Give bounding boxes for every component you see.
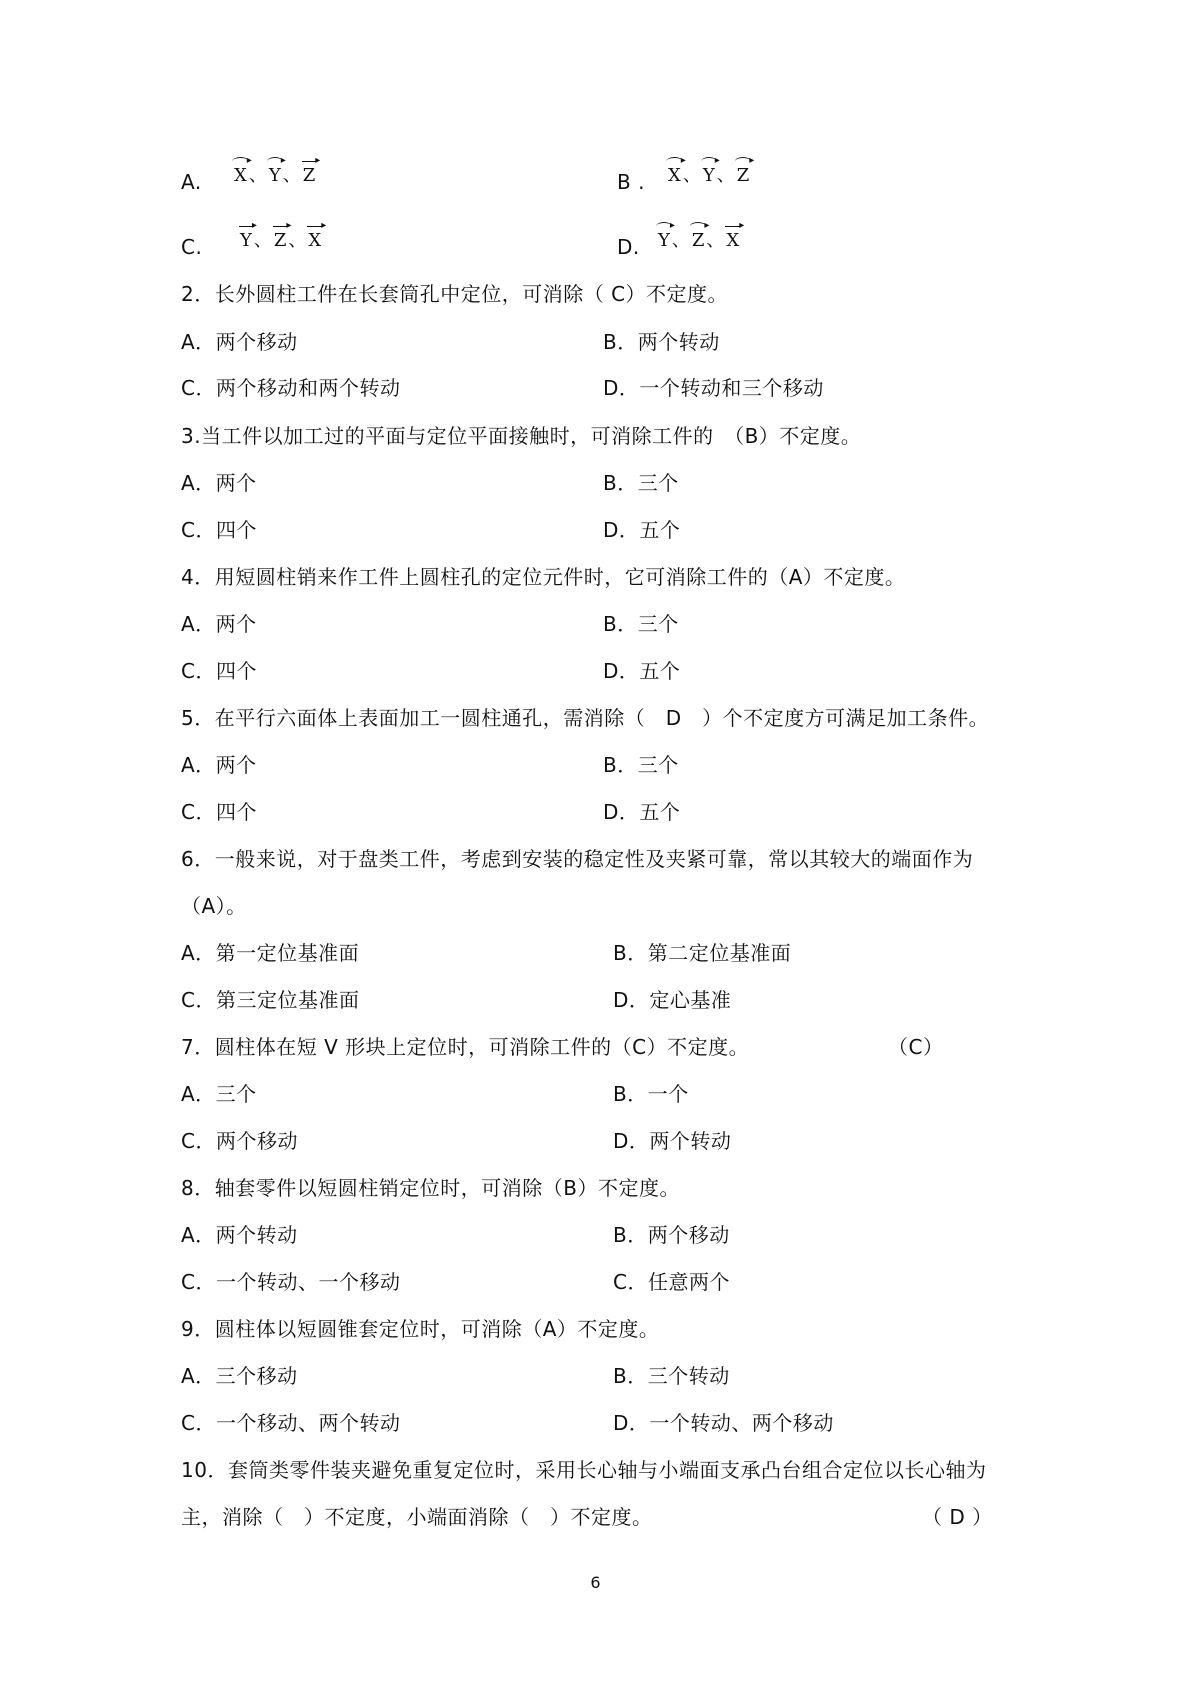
option-d: D．定心基准 (613, 988, 732, 1012)
vector-y-arc: Y ▸ (702, 155, 720, 186)
arrowhead-icon: ▸ (251, 220, 257, 231)
vector-x: X ▸ (308, 220, 327, 251)
option-c: C．四个 (181, 518, 257, 542)
arrowhead-icon: ▸ (321, 220, 327, 231)
arrowhead-icon: ▸ (704, 220, 710, 231)
question-stem-continued: （A）。 (181, 894, 247, 918)
option-a: A．两个转动 (181, 1223, 298, 1247)
arrowhead-icon: ▸ (680, 155, 686, 166)
page-number: 6 (590, 1573, 601, 1592)
vector-x-arc: X ▸ (668, 155, 686, 186)
question-stem: 2．长外圆柱工件在长套筒孔中定位，可消除（ C）不定度。 (181, 282, 729, 306)
question-stem: 5．在平行六面体上表面加工一圆柱通孔，需消除（ D ）个不定度方可满足加工条件。 (181, 706, 990, 730)
q1-option-b-vectors (666, 155, 755, 188)
option-d: C．任意两个 (613, 1270, 730, 1294)
arrowhead-icon: ▸ (749, 155, 755, 166)
question-stem: 4．用短圆柱销来作工件上圆柱孔的定位元件时，它可消除工件的（A）不定度。 (181, 565, 906, 589)
option-d: D．一个转动、两个移动 (613, 1411, 834, 1435)
q1-option-c-label: C. (181, 235, 203, 259)
vector-z-arc: Z ▸ (736, 155, 755, 186)
arrowhead-icon: ▸ (280, 155, 286, 166)
vector-y-arc: Y ▸ (658, 220, 675, 251)
option-d: D．一个转动和三个移动 (603, 376, 824, 400)
option-a: A．两个 (181, 753, 257, 777)
separator: 、 (282, 165, 301, 186)
arrowhead-icon: ▸ (315, 155, 321, 166)
option-a: A．三个移动 (181, 1364, 298, 1388)
separator: 、 (288, 230, 307, 251)
separator: 、 (253, 230, 272, 251)
arrowhead-icon: ▸ (669, 220, 675, 231)
option-a: A．两个 (181, 612, 257, 636)
separator: 、 (248, 165, 267, 186)
option-c: C．第三定位基准面 (181, 988, 360, 1012)
q1-option-a-vectors (232, 155, 321, 188)
question-stem: 8．轴套零件以短圆柱销定位时，可消除（B）不定度。 (181, 1176, 680, 1200)
vector-z: Z ▸ (273, 220, 292, 251)
arrowhead-icon: ▸ (714, 155, 720, 166)
answer-marker: （ D ） (922, 1505, 993, 1529)
option-a: A．三个 (181, 1082, 257, 1106)
option-c: C．两个移动和两个转动 (181, 376, 401, 400)
separator: 、 (671, 230, 690, 251)
option-a: A．两个 (181, 471, 257, 495)
arrowhead-icon: ▸ (739, 220, 745, 231)
question-stem: 6．一般来说，对于盘类工件，考虑到安装的稳定性及夹紧可靠，常以其较大的端面作为 (181, 847, 974, 871)
q1-option-c-vectors (238, 220, 327, 253)
vector-y: Y ▸ (240, 220, 257, 251)
option-b: B．两个转动 (603, 330, 720, 354)
arrowhead-icon: ▸ (286, 220, 292, 231)
q1-option-d-label: D. (617, 235, 640, 259)
option-b: B．三个 (603, 612, 679, 636)
separator: 、 (706, 230, 725, 251)
option-b: B．三个转动 (613, 1364, 730, 1388)
option-b: B．两个移动 (613, 1223, 730, 1247)
option-d: D．五个 (603, 659, 681, 683)
option-c: C．四个 (181, 800, 257, 824)
option-d: D．五个 (603, 800, 681, 824)
vector-z-arc: Z ▸ (691, 220, 710, 251)
option-a: A．两个移动 (181, 330, 298, 354)
option-d: D．五个 (603, 518, 681, 542)
option-c: C．一个转动、一个移动 (181, 1270, 401, 1294)
option-b: B．第二定位基准面 (613, 941, 792, 965)
option-b: B．三个 (603, 753, 679, 777)
q1-option-d-vectors (656, 220, 745, 253)
option-b: B．三个 (603, 471, 679, 495)
separator: 、 (716, 165, 735, 186)
vector-y-arc: Y ▸ (268, 155, 286, 186)
question-stem: 10．套筒类零件装夹避免重复定位时，采用长心轴与小端面支承凸台组合定位以长心轴为 (181, 1458, 987, 1482)
vector-x: X ▸ (726, 220, 745, 251)
question-stem: 9．圆柱体以短圆锥套定位时，可消除（A）不定度。 (181, 1317, 660, 1341)
option-a: A．第一定位基准面 (181, 941, 360, 965)
option-c: C．四个 (181, 659, 257, 683)
q1-option-a-label: A. (181, 170, 202, 194)
question-stem: 3.当工件以加工过的平面与定位平面接触时，可消除工件的 （B）不定度。 (181, 424, 862, 448)
answer-marker: （C） (888, 1035, 944, 1059)
option-d: D．两个转动 (613, 1129, 732, 1153)
vector-x-arc: X ▸ (234, 155, 252, 186)
separator: 、 (682, 165, 701, 186)
question-stem: 7．圆柱体在短 V 形块上定位时，可消除工件的（C）不定度。 (181, 1035, 750, 1059)
arrowhead-icon: ▸ (246, 155, 252, 166)
option-c: C．两个移动 (181, 1129, 298, 1153)
option-b: B．一个 (613, 1082, 689, 1106)
question-stem-continued: 主，消除（ ）不定度，小端面消除（ ）不定度。 (181, 1505, 653, 1529)
vector-z: Z ▸ (302, 155, 321, 186)
q1-option-b-label: B . (617, 170, 645, 194)
option-c: C．一个移动、两个转动 (181, 1411, 401, 1435)
